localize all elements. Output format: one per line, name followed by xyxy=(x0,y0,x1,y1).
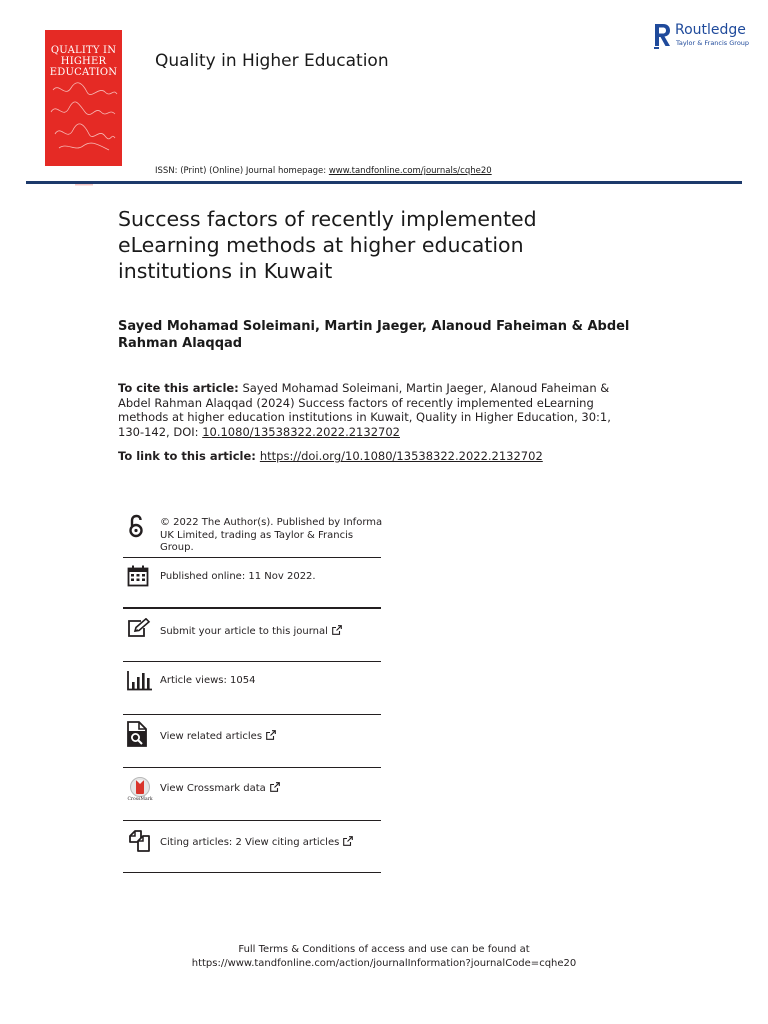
crossmark-link[interactable] xyxy=(123,768,381,819)
article-link-line xyxy=(118,449,543,463)
article-link-label: To link to this article: xyxy=(118,449,260,463)
citation-label: To cite this article: xyxy=(118,381,239,395)
issn-line xyxy=(155,166,492,176)
routledge-r-icon xyxy=(652,22,672,50)
list-divider xyxy=(123,557,381,558)
issn-prefix: ISSN: (Print) (Online) Journal homepage: xyxy=(155,166,329,176)
edit-icon xyxy=(127,618,151,638)
header-divider xyxy=(26,181,742,184)
external-link-icon xyxy=(270,782,280,792)
article-authors: Sayed Mohamad Soleimani, Martin Jaeger, Alanoud Faheiman & Abdel Rahman Alaqqad xyxy=(118,319,630,351)
publisher-name: Routledge xyxy=(675,22,746,38)
related-articles-label: View related articles xyxy=(160,731,263,742)
journal-cover-image xyxy=(45,30,122,166)
crossmark-label: View Crossmark data xyxy=(160,783,266,794)
citing-articles-link[interactable] xyxy=(123,821,381,872)
external-link-icon xyxy=(332,625,342,635)
article-views-row xyxy=(123,662,381,713)
citation-block xyxy=(118,381,638,439)
list-divider xyxy=(123,872,381,873)
open-access-icon xyxy=(127,514,145,538)
article-views-count: Article views: 1054 xyxy=(160,675,256,686)
submit-article-link[interactable] xyxy=(123,609,381,660)
copyright-text: © 2022 The Author(s). Published by Informa UK Limited, trading as Taylor & Francis Group. xyxy=(160,517,383,553)
terms-footer xyxy=(0,943,768,971)
article-title: Success factors of recently implemented eLearning methods at higher education institutions in Kuwait xyxy=(118,207,537,283)
article-doi-link[interactable]: https://doi.org/10.1080/13538322.2022.2132702 xyxy=(259,449,543,463)
external-link-icon xyxy=(343,836,353,846)
journal-title: Quality in Higher Education xyxy=(155,51,389,71)
cover-title: QUALITY IN HIGHER EDUCATION xyxy=(49,45,118,78)
bar-chart-icon xyxy=(127,669,153,691)
citation-doi-link[interactable]: 10.1080/13538322.2022.2132702 xyxy=(202,424,400,439)
citing-articles-label: Citing articles: 2 View citing articles xyxy=(160,837,340,848)
routledge-logo xyxy=(652,22,750,50)
journal-homepage-link[interactable]: www.tandfonline.com/journals/cqhe20 xyxy=(328,166,492,176)
crossmark-logo-text: CrossMark xyxy=(127,797,153,802)
published-date: Published online: 11 Nov 2022. xyxy=(160,571,316,582)
terms-text: Full Terms & Conditions of access and use can be found at xyxy=(238,944,530,955)
citation-text: Sayed Mohamad Soleimani, Martin Jaeger, Alanoud Faheiman & Abdel Rahman Alaqqad (2024) Success factors of recently implemented eLearning methods at higher education institutions in Kuwait, Quality in Higher Education, 30:1, 130-142, DOI: xyxy=(118,381,611,439)
published-row xyxy=(123,560,381,606)
open-access-row xyxy=(123,512,381,558)
calendar-icon xyxy=(127,565,149,587)
citing-articles-icon xyxy=(127,829,151,853)
document-search-icon xyxy=(127,721,147,747)
related-articles-link[interactable] xyxy=(123,715,381,766)
submit-article-label: Submit your article to this journal xyxy=(160,626,328,637)
publisher-tagline: Taylor & Francis Group xyxy=(676,39,750,47)
external-link-icon xyxy=(266,730,276,740)
terms-url-link[interactable]: https://www.tandfonline.com/action/journalInformation?journalCode=cqhe20 xyxy=(191,958,577,969)
cover-script-artwork xyxy=(49,82,119,157)
